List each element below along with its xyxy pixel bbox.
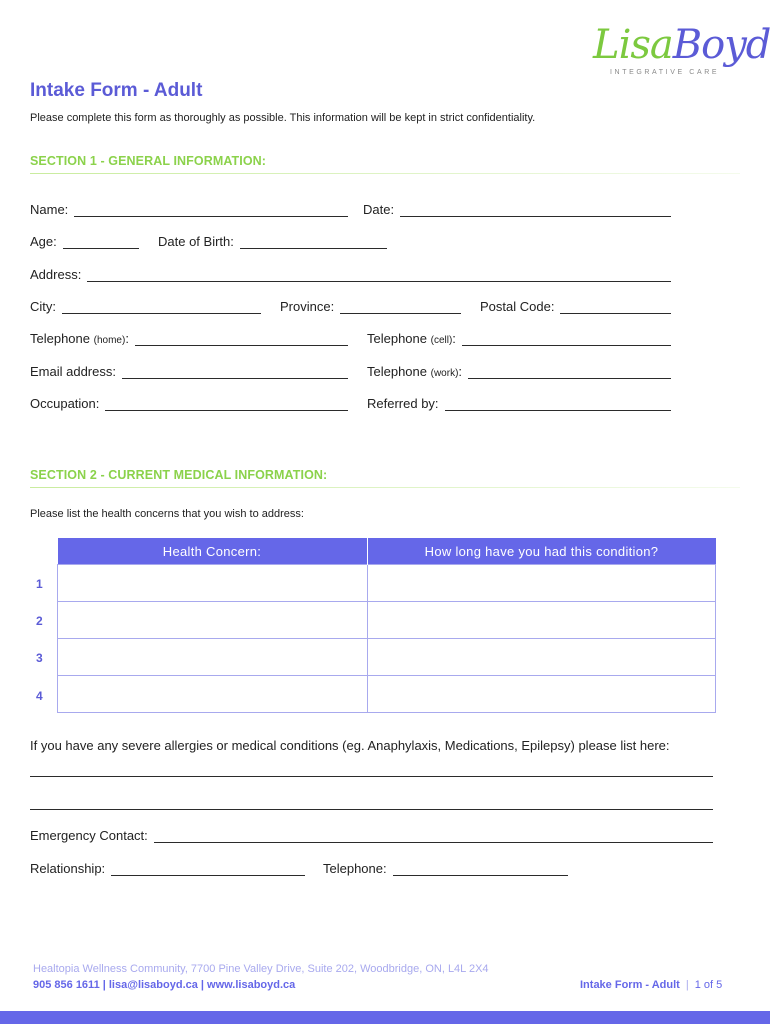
footer-contact: 905 856 1611 | lisa@lisaboyd.ca | www.lisaboyd.ca [33,979,296,991]
referred-by-field[interactable] [367,396,671,411]
occupation-line[interactable] [105,396,348,411]
row-number: 4 [36,689,43,703]
relationship-line[interactable] [111,861,305,876]
occupation-field[interactable] [30,396,348,411]
duration-column-header: How long have you had this condition? [367,538,716,565]
date-field[interactable] [363,202,671,217]
telephone-home-field[interactable] [30,331,348,346]
emergency-contact-field[interactable] [30,828,713,843]
health-concern-cell[interactable] [58,565,368,602]
age-label: Age: [30,234,57,249]
table-row [58,565,716,602]
telephone-home-label: Telephone (home): [30,331,129,346]
allergy-line-2[interactable] [30,809,713,810]
dob-label: Date of Birth: [158,234,234,249]
address-label: Address: [30,267,82,282]
section1-divider [30,173,740,174]
footer-separator: | [685,979,689,991]
province-line[interactable] [340,299,461,314]
intro-text: Please complete this form as thoroughly as possible. This information will be kept in strict confidentiality. [30,112,536,124]
name-field[interactable] [30,202,348,217]
email-line[interactable] [122,364,348,379]
row-number: 3 [36,651,43,665]
occupation-label: Occupation: [30,396,100,411]
province-label: Province: [280,299,335,314]
age-line[interactable] [63,234,139,249]
date-line[interactable] [400,202,671,217]
date-label: Date: [363,202,395,217]
page-number: 1 of 5 [694,979,723,991]
row-number: 2 [36,614,43,628]
telephone-cell-field[interactable] [367,331,671,346]
duration-cell[interactable] [367,639,716,676]
dob-field[interactable] [158,234,387,249]
allergy-prompt: If you have any severe allergies or medical conditions (eg. Anaphylaxis, Medications, Epilepsy) please list here: [30,738,670,753]
province-field[interactable] [280,299,461,314]
name-label: Name: [30,202,69,217]
health-concern-cell[interactable] [58,602,368,639]
telephone-home-line[interactable] [135,331,348,346]
footer-address: Healtopia Wellness Community, 7700 Pine Valley Drive, Suite 202, Woodbridge, ON, L4L 2X4 [33,963,489,975]
postal-code-label: Postal Code: [480,299,555,314]
section2-divider [30,487,740,488]
logo-name-part2: Boyd [672,22,770,68]
emergency-telephone-field[interactable] [323,861,568,876]
table-row [58,639,716,676]
telephone-cell-label: Telephone (cell): [367,331,456,346]
telephone-work-field[interactable] [367,364,671,379]
table-header-row [58,538,716,565]
duration-cell[interactable] [367,676,716,713]
health-concern-cell[interactable] [58,676,368,713]
duration-cell[interactable] [367,565,716,602]
city-label: City: [30,299,56,314]
name-line[interactable] [74,202,348,217]
email-field[interactable] [30,364,348,379]
table-row [58,676,716,713]
city-field[interactable] [30,299,261,314]
logo-name-part1: Lisa [593,22,673,68]
section2-heading: SECTION 2 - CURRENT MEDICAL INFORMATION: [30,468,328,482]
emergency-contact-label: Emergency Contact: [30,828,148,843]
bottom-bar [0,1011,770,1024]
footer-form-name: Intake Form - Adult [580,979,680,991]
relationship-field[interactable] [30,861,305,876]
telephone-work-label: Telephone (work): [367,364,463,379]
telephone-cell-line[interactable] [462,331,671,346]
email-label: Email address: [30,364,116,379]
allergy-line-1[interactable] [30,776,713,777]
health-concerns-prompt: Please list the health concerns that you wish to address: [30,508,304,520]
referred-by-label: Referred by: [367,396,439,411]
row-number: 1 [36,577,43,591]
emergency-telephone-line[interactable] [393,861,568,876]
health-concern-column-header: Health Concern: [58,538,368,565]
telephone-work-line[interactable] [468,364,671,379]
postal-code-line[interactable] [560,299,671,314]
health-concern-cell[interactable] [58,639,368,676]
postal-code-field[interactable] [480,299,671,314]
duration-cell[interactable] [367,602,716,639]
logo-tagline: INTEGRATIVE CARE [610,69,720,76]
referred-by-line[interactable] [445,396,671,411]
section1-heading: SECTION 1 - GENERAL INFORMATION: [30,154,267,168]
relationship-label: Relationship: [30,861,106,876]
emergency-telephone-label: Telephone: [323,861,387,876]
address-field[interactable] [30,267,671,282]
emergency-contact-line[interactable] [154,828,713,843]
table-row [58,602,716,639]
age-field[interactable] [30,234,139,249]
dob-line[interactable] [240,234,387,249]
city-line[interactable] [62,299,261,314]
address-line[interactable] [87,267,671,282]
page-title: Intake Form - Adult [30,80,203,101]
health-concerns-table [57,538,716,713]
lisa-boyd-logo [593,22,770,68]
footer-page-info [580,979,722,991]
